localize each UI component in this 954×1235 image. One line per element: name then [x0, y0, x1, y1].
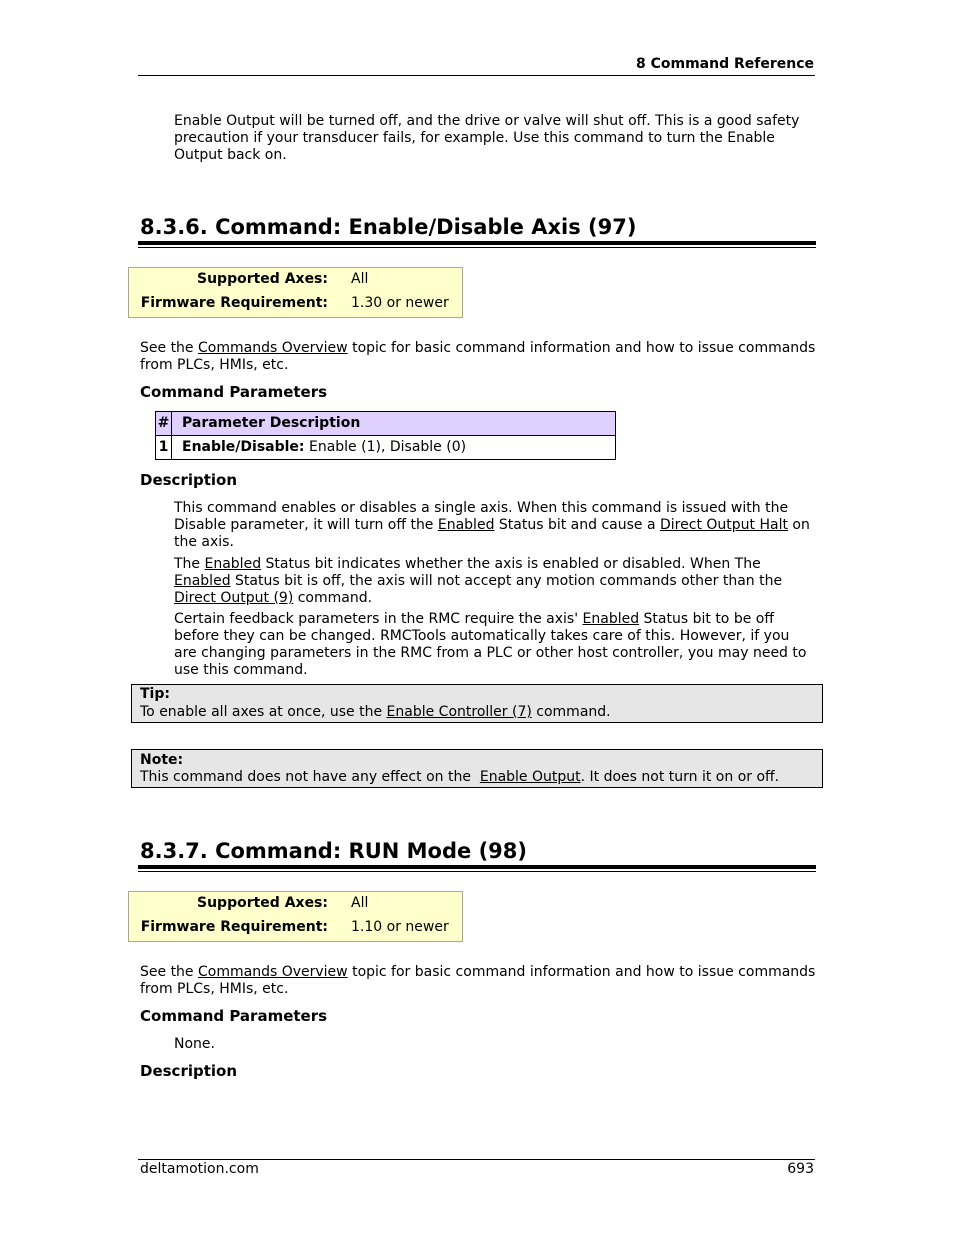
enable-controller-link[interactable]: Enable Controller (7)	[386, 704, 532, 720]
command-parameters-heading: Command Parameters	[140, 1007, 328, 1025]
firmware-value: 1.10 or newer	[351, 919, 449, 935]
param-description: Enable/Disable: Enable (1), Disable (0)	[172, 436, 616, 460]
chapter-title: 8 Command Reference	[635, 56, 814, 72]
footer-rule	[138, 1159, 815, 1160]
enabled-link[interactable]: Enabled	[582, 611, 640, 627]
param-number: 1	[156, 436, 172, 460]
heading-rule	[138, 865, 816, 869]
table-row	[156, 436, 616, 460]
note-text: This command does not have any effect on the Enable Output. It does not turn it on or off.	[140, 769, 780, 785]
supported-axes-label: Supported Axes:	[197, 271, 328, 287]
parameters-none: None.	[174, 1036, 215, 1052]
enabled-link[interactable]: Enabled	[437, 517, 495, 533]
footer-site: deltamotion.com	[140, 1161, 259, 1177]
description-paragraph-1: This command enables or disables a single axis. When this command is issued with the Disable parameter, it will turn off the Enabled Status bit and cause a Direct Output Halt on the axis.	[174, 500, 810, 550]
commands-overview-link[interactable]: Commands Overview	[198, 340, 348, 356]
see-overview-paragraph: See the Commands Overview topic for basic command information and how to issue commands from PLCs, HMIs, etc.	[140, 964, 816, 997]
enabled-link[interactable]: Enabled	[174, 573, 231, 589]
enabled-link[interactable]: Enabled	[204, 556, 262, 572]
requirements-box	[128, 267, 463, 318]
command-parameters-heading: Command Parameters	[140, 383, 328, 401]
see-overview-paragraph: See the Commands Overview topic for basic command information and how to issue commands from PLCs, HMIs, etc.	[140, 340, 816, 373]
firmware-label: Firmware Requirement:	[140, 295, 328, 311]
table-header-row	[156, 412, 616, 436]
supported-axes-value: All	[351, 895, 369, 911]
page-number: 693	[787, 1161, 814, 1177]
header-rule	[138, 75, 815, 76]
parameters-table	[155, 411, 616, 460]
description-paragraph-3: Certain feedback parameters in the RMC require the axis' Enabled Status bit to be off before they can be changed. RMCTools automatically takes care of this. However, if you are changing parameters in the RMC from a PLC or other host controller, you may need to use this command.	[174, 611, 807, 678]
description-paragraph-2: The Enabled Status bit indicates whether the axis is enabled or disabled. When The Enabled Status bit is off, the axis will not accept any motion commands other than the Direct Output (9) command.	[174, 556, 783, 606]
firmware-label: Firmware Requirement:	[140, 919, 328, 935]
description-heading: Description	[140, 471, 238, 489]
section-heading-97: 8.3.6. Command: Enable/Disable Axis (97)	[140, 215, 637, 239]
commands-overview-link[interactable]: Commands Overview	[198, 964, 348, 980]
heading-rule-thin	[138, 871, 816, 872]
direct-output-link[interactable]: Direct Output (9)	[174, 590, 294, 606]
description-heading: Description	[140, 1062, 238, 1080]
tip-text: To enable all axes at once, use the Enable Controller (7) command.	[140, 704, 611, 720]
section-heading-98: 8.3.7. Command: RUN Mode (98)	[140, 839, 527, 863]
note-box	[131, 749, 823, 788]
col-number-header: #	[156, 412, 172, 436]
tip-title: Tip:	[140, 686, 170, 702]
intro-paragraph: Enable Output will be turned off, and the drive or valve will shut off. This is a good safety precaution if your transducer fails, for example. Use this command to turn the Enable Output back on.	[174, 113, 800, 163]
enable-output-link[interactable]: Enable Output	[479, 769, 581, 785]
supported-axes-label: Supported Axes:	[197, 895, 328, 911]
note-title: Note:	[140, 752, 184, 768]
supported-axes-value: All	[351, 271, 369, 287]
requirements-box	[128, 891, 463, 942]
heading-rule	[138, 241, 816, 245]
col-description-header: Parameter Description	[172, 412, 616, 436]
direct-output-halt-link[interactable]: Direct Output Halt	[660, 517, 788, 533]
firmware-value: 1.30 or newer	[351, 295, 449, 311]
heading-rule-thin	[138, 247, 816, 248]
tip-box	[131, 684, 823, 723]
